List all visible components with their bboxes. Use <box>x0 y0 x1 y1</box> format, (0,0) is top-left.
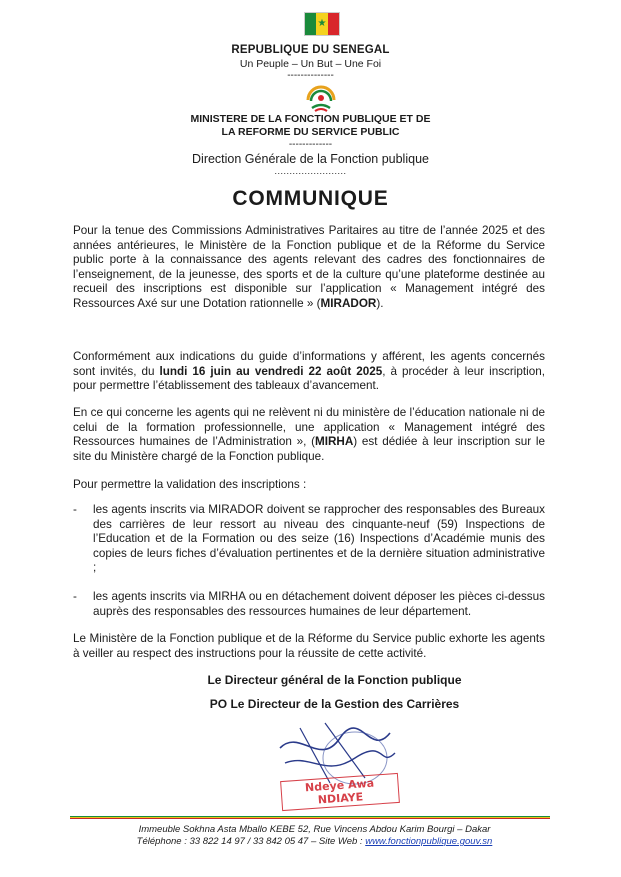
paragraph-5: Le Ministère de la Fonction publique et de la Réforme du Service public exhorte les agents à veiller au respect des instructions pour la réussite de cette activité. <box>73 632 545 660</box>
separator: ------------- <box>288 139 333 150</box>
list-item <box>73 590 545 619</box>
website-link[interactable]: www.fonctionpublique.gouv.sn <box>365 836 493 847</box>
mirha-bold: MIRHA <box>314 435 354 448</box>
ministry-name-line2: LA REFORME DU SERVICE PUBLIC <box>221 126 400 138</box>
ministry-name-line1: MINISTERE DE LA FONCTION PUBLIQUE ET DE <box>190 113 431 125</box>
footer-address: Immeuble Sokhna Asta Mballo KEBE 52, Rue Vincens Abdou Karim Bourgi – Dakar <box>138 824 491 835</box>
senegal-flag-icon: ★ <box>304 12 340 36</box>
national-motto: Un Peuple – Un But – Une Foi <box>239 58 382 70</box>
footer-contact <box>4 836 621 847</box>
paragraph-4: Pour permettre la validation des inscriptions : <box>73 478 307 491</box>
dotted-separator: ........................ <box>274 166 347 176</box>
official-stamp: Ndeye Awa NDIAYE <box>280 773 400 811</box>
page-title: COMMUNIQUE <box>232 187 389 210</box>
bullet-dash: - <box>73 590 77 603</box>
paragraph-1 <box>73 224 545 311</box>
paragraph-text: Conformément aux indications du guide d’informations y afférent, les agents concernés sont invités, du <box>73 350 545 378</box>
direction-name: Direction Générale de la Fonction publique <box>192 152 429 166</box>
mirador-bold: MIRADOR <box>320 296 377 310</box>
paragraph-2 <box>73 350 545 394</box>
footer-divider <box>70 816 550 820</box>
ministry-logo-icon <box>302 84 340 114</box>
paragraph-text: ) est dédiée à leur inscription sur le site du Ministère chargé de la Fonction publique. <box>73 435 545 463</box>
separator: -------------- <box>287 70 334 81</box>
paragraph-text: Pour la tenue des Commissions Administratives Paritaires au titre de l’année 2025 et des années antérieures, le Ministère de la Fonction publique et de la Réforme du Service public porte à la connaissance des agents relevant des cadres des fonctionnaires de l’enseignement, de la jeunesse, des sports et de la culture qu’une plateforme destinée au recueil des inscriptions est disponible sur l’application « Management intégré des Ressources Axé sur une Dotation rationnelle » ( <box>73 224 545 310</box>
republic-title: REPUBLIQUE DU SENEGAL <box>231 44 390 56</box>
bullet-dash: - <box>73 503 77 516</box>
list-item <box>73 503 545 576</box>
footer-phone: Téléphone : 33 822 14 97 / 33 842 05 47 – Site Web : <box>136 836 366 847</box>
paragraph-text: , à procéder à leur inscription, pour permettre l’établissement des tableaux d’avancement. <box>73 364 545 392</box>
paragraph-text: ). <box>376 296 384 310</box>
paragraph-3 <box>73 406 545 464</box>
paragraph-text: En ce qui concerne les agents qui ne relèvent ni du ministère de l’éducation nationale ni de celui de la formation professionnelle, une application « Management intégré des Ressources humaines de l’Administration », ( <box>73 406 545 448</box>
date-range-bold: lundi 16 juin au vendredi 22 août 2025 <box>159 364 383 378</box>
bullet-text: les agents inscrits via MIRADOR doivent se rapprocher des responsables des Bureaux des carrières de leur ressort au niveau des cinquante-neuf (59) Inspections de l’Education et de la Formation ou des seize (16) Inspections d’Académie munis des copies de leurs fiches d’évaluation pertinentes et de la dernière situation administrative ; <box>93 503 545 574</box>
signatory-po: PO Le Directeur de la Gestion des Carrières <box>209 697 460 711</box>
bullet-text: les agents inscrits via MIRHA ou en détachement doivent déposer les pièces ci-dessus auprès des responsables des ressources humaines de leur département. <box>93 590 545 618</box>
signatory-title: Le Directeur général de la Fonction publique <box>207 673 462 687</box>
